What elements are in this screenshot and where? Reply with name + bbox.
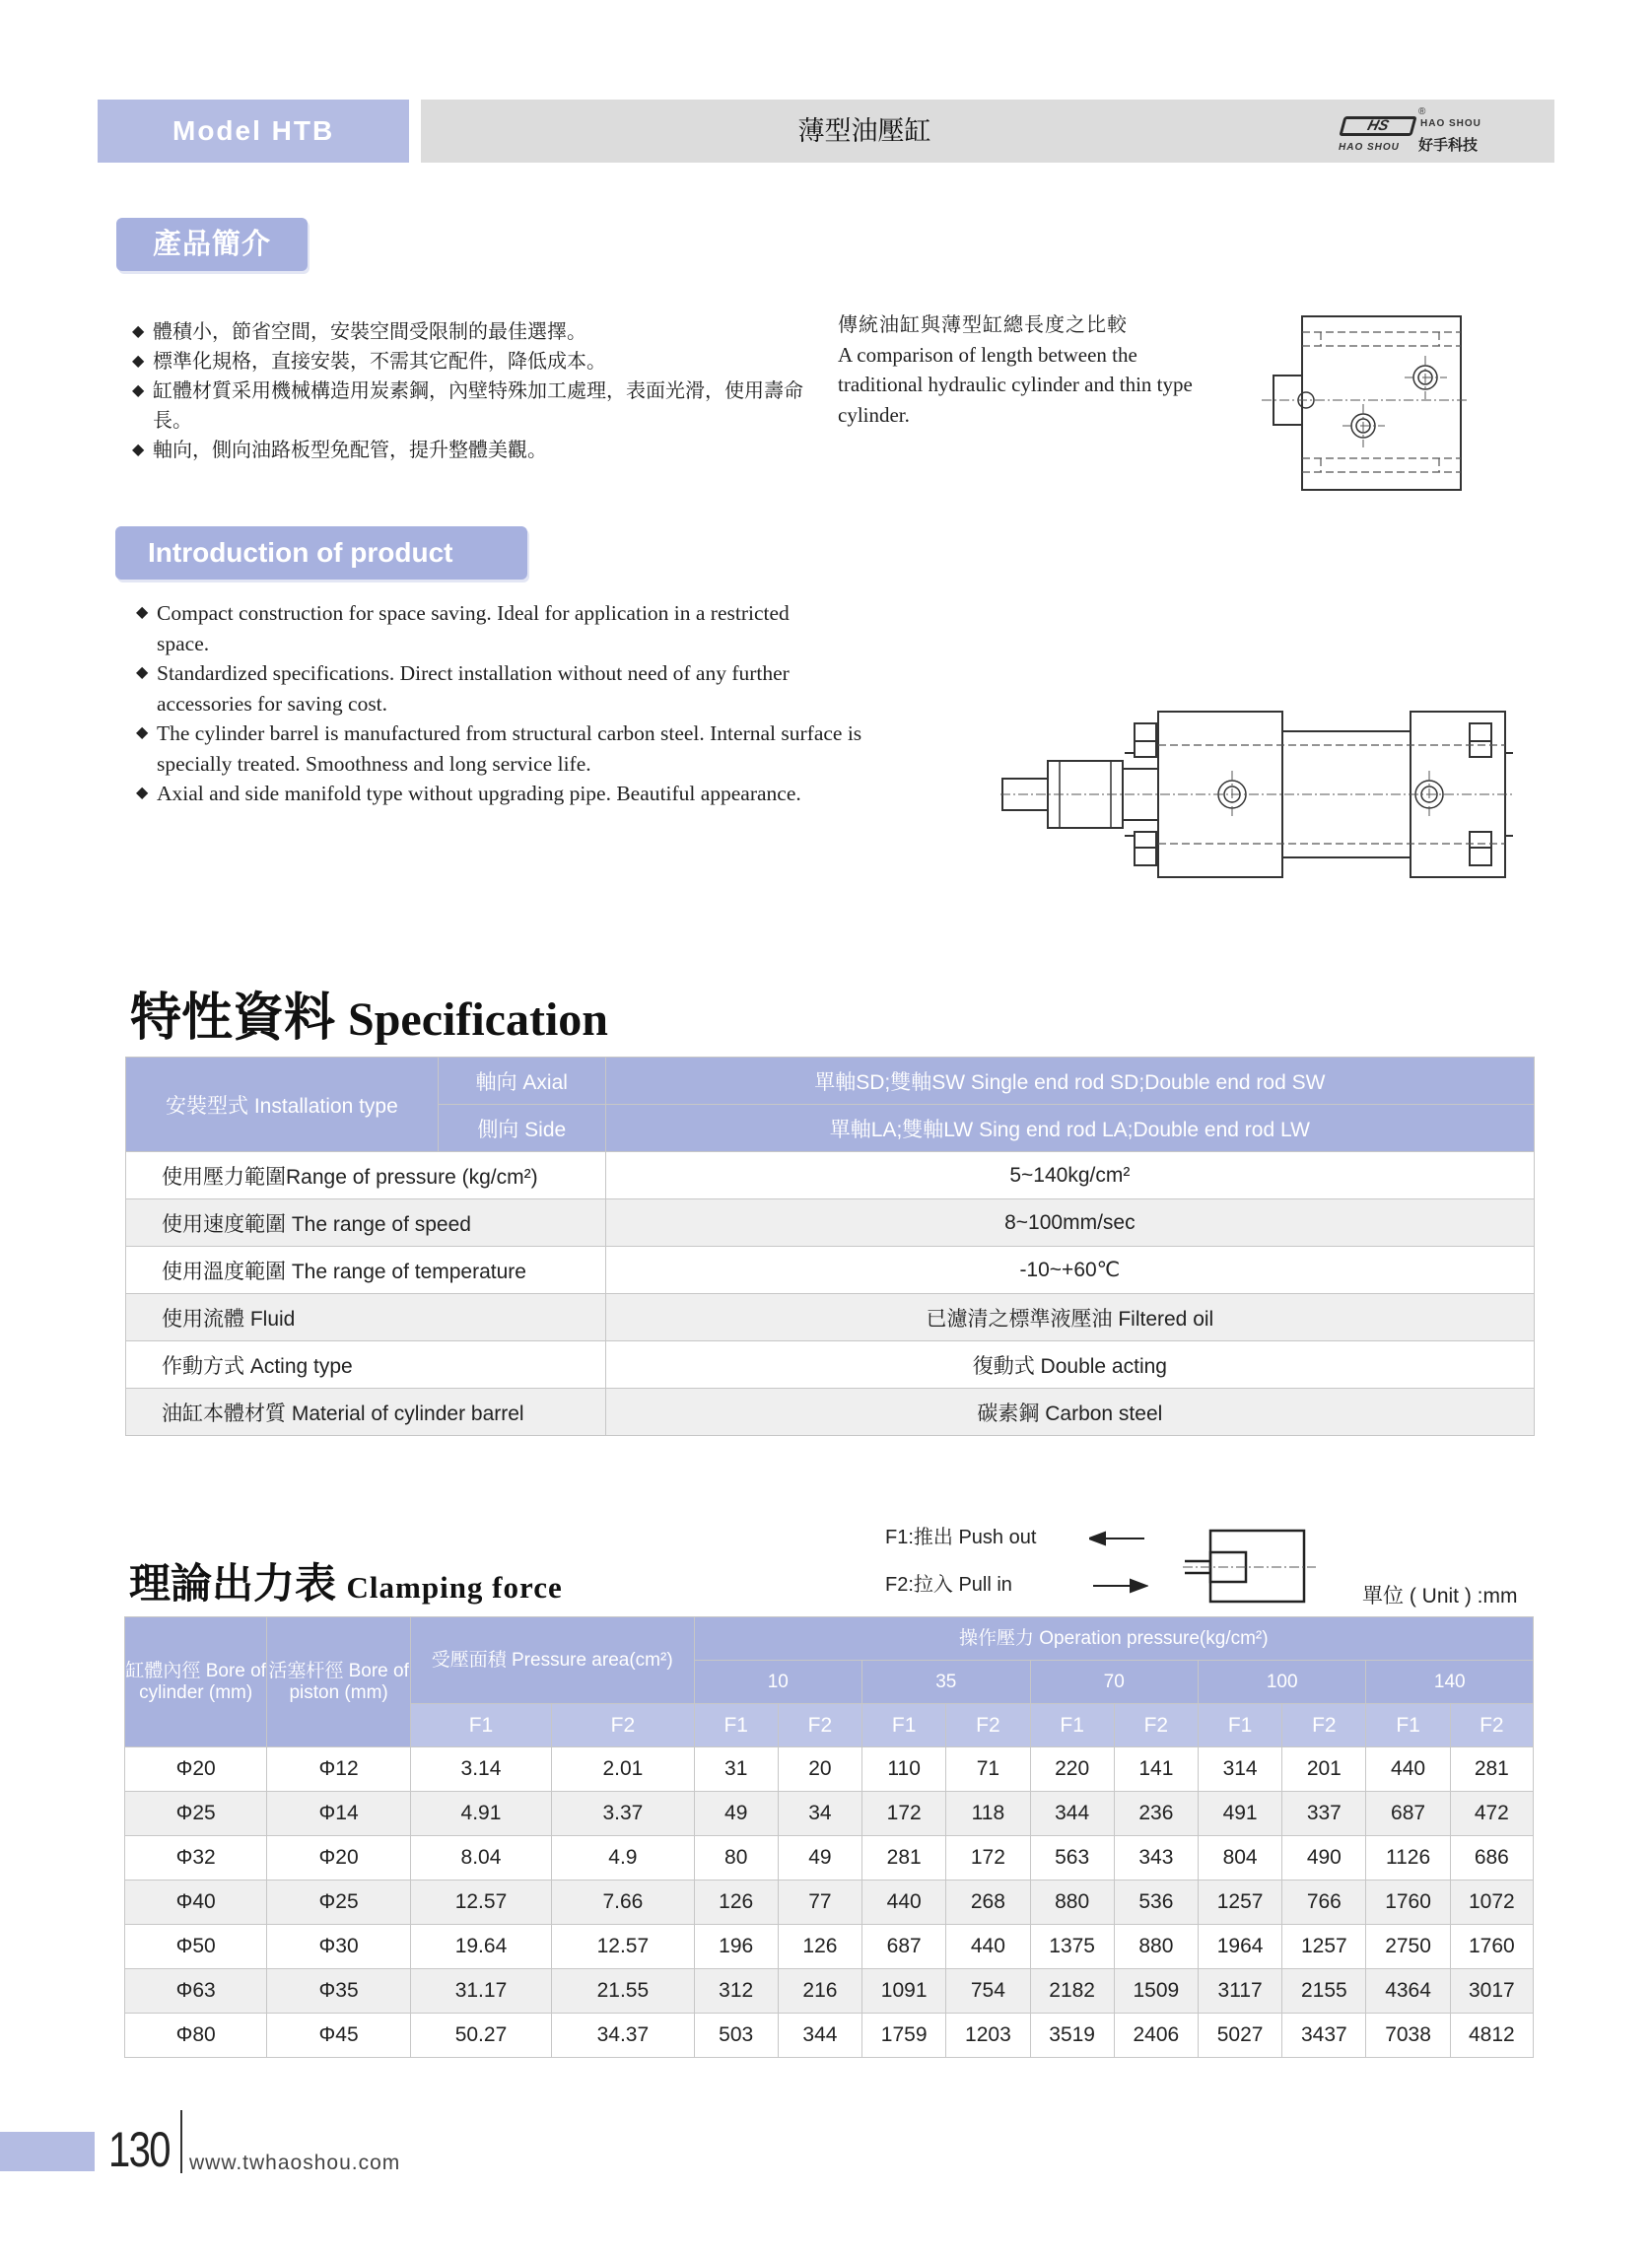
website-url: www.twhaoshou.com — [189, 2152, 401, 2174]
table-cell: Φ40 — [125, 1881, 267, 1925]
table-row — [126, 1247, 1535, 1294]
table-cell: 312 — [694, 1969, 778, 2014]
comparison-text — [838, 309, 1232, 430]
table-cell: Φ20 — [125, 1747, 267, 1792]
table-cell: 49 — [778, 1836, 861, 1881]
table-cell: Φ63 — [125, 1969, 267, 2014]
clamping-title-en: Clamping force — [346, 1570, 563, 1605]
cylinder-icon — [1183, 1528, 1316, 1605]
table-cell: 3.37 — [552, 1792, 694, 1836]
table-cell: 1759 — [862, 2014, 946, 2058]
table-cell: 172 — [862, 1792, 946, 1836]
f2-header: F2 — [1282, 1704, 1366, 1747]
spec-table — [125, 1057, 1535, 1436]
table-cell: 1257 — [1198, 1881, 1281, 1925]
f2-header: F2 — [946, 1704, 1030, 1747]
table-cell: 220 — [1030, 1747, 1114, 1792]
table-cell: 4.91 — [410, 1792, 551, 1836]
logo-reg: ® — [1418, 106, 1426, 117]
table-cell: Φ45 — [267, 2014, 410, 2058]
table-cell: 536 — [1114, 1881, 1198, 1925]
table-cell: 4.9 — [552, 1836, 694, 1881]
table-cell: Φ50 — [125, 1925, 267, 1969]
spec-title — [130, 976, 608, 1050]
table-cell: 3.14 — [410, 1747, 551, 1792]
list-item: ◆ 標準化規格，直接安裝，不需其它配件，降低成本。 — [132, 351, 606, 373]
table-row — [125, 1792, 1534, 1836]
spec-label: 使用溫度範圍 The range of temperature — [126, 1247, 606, 1294]
list-item: ◆ Compact construction for space saving. Ideal for application in a restricted space. — [136, 601, 790, 655]
table-cell: 50.27 — [410, 2014, 551, 2058]
table-cell: 20 — [778, 1747, 861, 1792]
side-value: 單軸LA;雙軸LW Sing end rod LA;Double end rod LW — [605, 1105, 1534, 1152]
table-row — [125, 1881, 1534, 1925]
table-cell: 1091 — [862, 1969, 946, 2014]
table-cell: 268 — [946, 1881, 1030, 1925]
table-cell: 472 — [1450, 1792, 1533, 1836]
install-type-label: 安裝型式 Installation type — [126, 1058, 439, 1152]
intro-cn-bullets — [132, 317, 822, 465]
table-cell: 34.37 — [552, 2014, 694, 2058]
f1-header: F1 — [1030, 1704, 1114, 1747]
brand-logo — [1336, 106, 1503, 156]
f1-header: F1 — [862, 1704, 946, 1747]
table-cell: 4364 — [1366, 1969, 1450, 2014]
table-cell: 201 — [1282, 1747, 1366, 1792]
f1-header: F1 — [1366, 1704, 1450, 1747]
table-cell: 687 — [862, 1925, 946, 1969]
list-item: ◆ Axial and side manifold type without upgrading pipe. Beautiful appearance. — [136, 782, 801, 805]
table-cell: 4812 — [1450, 2014, 1533, 2058]
table-cell: 281 — [862, 1836, 946, 1881]
table-cell: 31 — [694, 1747, 778, 1792]
table-cell: 1257 — [1282, 1925, 1366, 1969]
table-cell: 2.01 — [552, 1747, 694, 1792]
table-cell: 1375 — [1030, 1925, 1114, 1969]
table-cell: 2750 — [1366, 1925, 1450, 1969]
pressure-140: 140 — [1366, 1661, 1534, 1704]
table-cell: Φ30 — [267, 1925, 410, 1969]
spec-value: 5~140kg/cm² — [605, 1152, 1534, 1199]
page-number: 130 — [108, 2122, 170, 2177]
table-cell: Φ12 — [267, 1747, 410, 1792]
table-cell: 344 — [778, 2014, 861, 2058]
axial-label: 軸向 Axial — [438, 1058, 605, 1105]
intro-en-bullets — [136, 598, 905, 809]
pressure-10: 10 — [694, 1661, 861, 1704]
table-cell: 344 — [1030, 1792, 1114, 1836]
table-cell: 1072 — [1450, 1881, 1533, 1925]
table-cell: 1760 — [1450, 1925, 1533, 1969]
f2-header: F2 — [1450, 1704, 1533, 1747]
table-row — [126, 1152, 1535, 1199]
table-cell: Φ35 — [267, 1969, 410, 2014]
table-cell: 216 — [778, 1969, 861, 2014]
clamping-table-body — [125, 1747, 1534, 2058]
table-cell: 1964 — [1198, 1925, 1281, 1969]
table-cell: 440 — [862, 1881, 946, 1925]
table-cell: 804 — [1198, 1836, 1281, 1881]
logo-brand-cn: 好手科技 — [1418, 137, 1479, 154]
table-cell: 80 — [694, 1836, 778, 1881]
table-cell: Φ14 — [267, 1792, 410, 1836]
table-cell: 118 — [946, 1792, 1030, 1836]
f2-label: F2:拉入 Pull in — [885, 1574, 1012, 1596]
table-cell: 337 — [1282, 1792, 1366, 1836]
clamping-title — [129, 1551, 563, 1610]
table-row — [126, 1199, 1535, 1247]
table-cell: 754 — [946, 1969, 1030, 2014]
list-item: ◆ 體積小，節省空間，安裝空間受限制的最佳選擇。 — [132, 321, 586, 343]
table-cell: 766 — [1282, 1881, 1366, 1925]
spec-value: 已濾清之標準液壓油 Filtered oil — [605, 1294, 1534, 1341]
spec-value: 復動式 Double acting — [605, 1341, 1534, 1389]
comparison-cn: 傳統油缸與薄型缸總長度之比較 — [838, 312, 1128, 336]
thin-cylinder-drawing — [1262, 310, 1469, 498]
table-cell: 1760 — [1366, 1881, 1450, 1925]
table-row — [125, 1747, 1534, 1792]
pressure-70: 70 — [1030, 1661, 1198, 1704]
spec-value: 碳素鋼 Carbon steel — [605, 1389, 1534, 1436]
unit-label: 單位 ( Unit ) :mm — [1362, 1585, 1518, 1607]
table-cell: 686 — [1450, 1836, 1533, 1881]
table-cell: 77 — [778, 1881, 861, 1925]
list-item: ◆ Standardized specifications. Direct installation without need of any further accessories for saving cost. — [136, 661, 790, 716]
spec-label: 使用壓力範圍Range of pressure (kg/cm²) — [126, 1152, 606, 1199]
list-item: ◆ The cylinder barrel is manufactured from structural carbon steel. Internal surface is specially treated. Smoothness and long service life. — [136, 721, 862, 776]
table-cell: Φ20 — [267, 1836, 410, 1881]
table-cell: 7.66 — [552, 1881, 694, 1925]
table-cell: 1126 — [1366, 1836, 1450, 1881]
table-cell: 3017 — [1450, 1969, 1533, 2014]
axial-value: 單軸SD;雙軸SW Single end rod SD;Double end rod SW — [605, 1058, 1534, 1105]
table-cell: 2406 — [1114, 2014, 1198, 2058]
f1-header: F1 — [410, 1704, 551, 1747]
spec-title-cn: 特性資料 — [130, 991, 336, 1047]
clamping-table — [124, 1616, 1534, 2058]
table-cell: 687 — [1366, 1792, 1450, 1836]
table-cell: 503 — [694, 2014, 778, 2058]
table-cell: 343 — [1114, 1836, 1198, 1881]
table-row — [125, 1969, 1534, 2014]
table-cell: 314 — [1198, 1747, 1281, 1792]
f2-header: F2 — [552, 1704, 694, 1747]
table-cell: 5027 — [1198, 2014, 1281, 2058]
table-cell: 490 — [1282, 1836, 1366, 1881]
piston-header: 活塞杆徑 Bore of piston (mm) — [267, 1617, 410, 1747]
table-cell: Φ32 — [125, 1836, 267, 1881]
table-row — [126, 1341, 1535, 1389]
f2-header: F2 — [1114, 1704, 1198, 1747]
intro-en-tag: Introduction of product — [115, 526, 527, 580]
table-cell: 1509 — [1114, 1969, 1198, 2014]
f2-header: F2 — [778, 1704, 861, 1747]
pressure-35: 35 — [862, 1661, 1030, 1704]
table-cell: 880 — [1030, 1881, 1114, 1925]
spec-label: 使用流體 Fluid — [126, 1294, 606, 1341]
table-row — [125, 1836, 1534, 1881]
table-cell: 31.17 — [410, 1969, 551, 2014]
table-cell: 440 — [1366, 1747, 1450, 1792]
table-cell: 2155 — [1282, 1969, 1366, 2014]
comparison-en: A comparison of length between the traditional hydraulic cylinder and thin type cylinder. — [838, 342, 1193, 427]
model-label: Model HTB — [98, 100, 409, 163]
table-cell: 563 — [1030, 1836, 1114, 1881]
footer-divider — [180, 2110, 182, 2173]
table-cell: 12.57 — [410, 1881, 551, 1925]
spec-value: 8~100mm/sec — [605, 1199, 1534, 1247]
table-cell: 880 — [1114, 1925, 1198, 1969]
table-cell: 126 — [778, 1925, 861, 1969]
area-header: 受壓面積 Pressure area(cm²) — [410, 1617, 694, 1704]
clamping-title-cn: 理論出力表 — [129, 1562, 337, 1607]
table-cell: 7038 — [1366, 2014, 1450, 2058]
f1-header: F1 — [1198, 1704, 1281, 1747]
table-cell: 141 — [1114, 1747, 1198, 1792]
direction-arrows — [1089, 1526, 1148, 1595]
table-cell: 3117 — [1198, 1969, 1281, 2014]
table-cell: 491 — [1198, 1792, 1281, 1836]
table-cell: 196 — [694, 1925, 778, 1969]
table-cell: 1203 — [946, 2014, 1030, 2058]
table-cell: 440 — [946, 1925, 1030, 1969]
table-cell: 21.55 — [552, 1969, 694, 2014]
table-row — [125, 2014, 1534, 2058]
table-cell: 2182 — [1030, 1969, 1114, 2014]
traditional-cylinder-drawing — [1000, 710, 1513, 882]
pressure-100: 100 — [1198, 1661, 1365, 1704]
table-cell: Φ25 — [267, 1881, 410, 1925]
table-cell: 49 — [694, 1792, 778, 1836]
spec-label: 油缸本體材質 Material of cylinder barrel — [126, 1389, 606, 1436]
list-item: ◆ 缸體材質采用機械構造用炭素鋼，內壁特殊加工處理，表面光滑，使用壽命長。 — [132, 380, 803, 432]
table-cell: 19.64 — [410, 1925, 551, 1969]
spec-label: 使用速度範圍 The range of speed — [126, 1199, 606, 1247]
spec-label: 作動方式 Acting type — [126, 1341, 606, 1389]
bore-header: 缸體內徑 Bore of cylinder (mm) — [125, 1617, 267, 1747]
side-label: 側向 Side — [438, 1105, 605, 1152]
table-cell: Φ25 — [125, 1792, 267, 1836]
table-cell: 12.57 — [552, 1925, 694, 1969]
spec-title-en: Specification — [348, 993, 608, 1046]
table-cell: 34 — [778, 1792, 861, 1836]
table-cell: 126 — [694, 1881, 778, 1925]
table-cell: Φ80 — [125, 2014, 267, 2058]
table-row — [126, 1294, 1535, 1341]
intro-cn-tag: 產品簡介 — [116, 218, 308, 271]
table-row — [125, 1925, 1534, 1969]
table-cell: 71 — [946, 1747, 1030, 1792]
table-cell: 3519 — [1030, 2014, 1114, 2058]
table-row — [126, 1389, 1535, 1436]
f1-label: F1:推出 Push out — [885, 1527, 1037, 1548]
operation-pressure-header: 操作壓力 Operation pressure(kg/cm²) — [694, 1617, 1533, 1661]
page-title: 薄型油壓缸 — [797, 116, 931, 146]
table-cell: 110 — [862, 1747, 946, 1792]
f1-header: F1 — [694, 1704, 778, 1747]
table-cell: 172 — [946, 1836, 1030, 1881]
logo-brand-en-sub: HAO SHOU — [1339, 142, 1400, 153]
footer-bar — [0, 2132, 95, 2171]
table-cell: 3437 — [1282, 2014, 1366, 2058]
table-cell: 8.04 — [410, 1836, 551, 1881]
logo-brand-en: HAO SHOU — [1420, 118, 1481, 129]
table-cell: 281 — [1450, 1747, 1533, 1792]
logo-mark: HS — [1339, 116, 1416, 136]
list-item: ◆ 軸向，側向油路板型免配管，提升整體美觀。 — [132, 440, 547, 461]
table-cell: 236 — [1114, 1792, 1198, 1836]
spec-value: -10~+60℃ — [605, 1247, 1534, 1294]
